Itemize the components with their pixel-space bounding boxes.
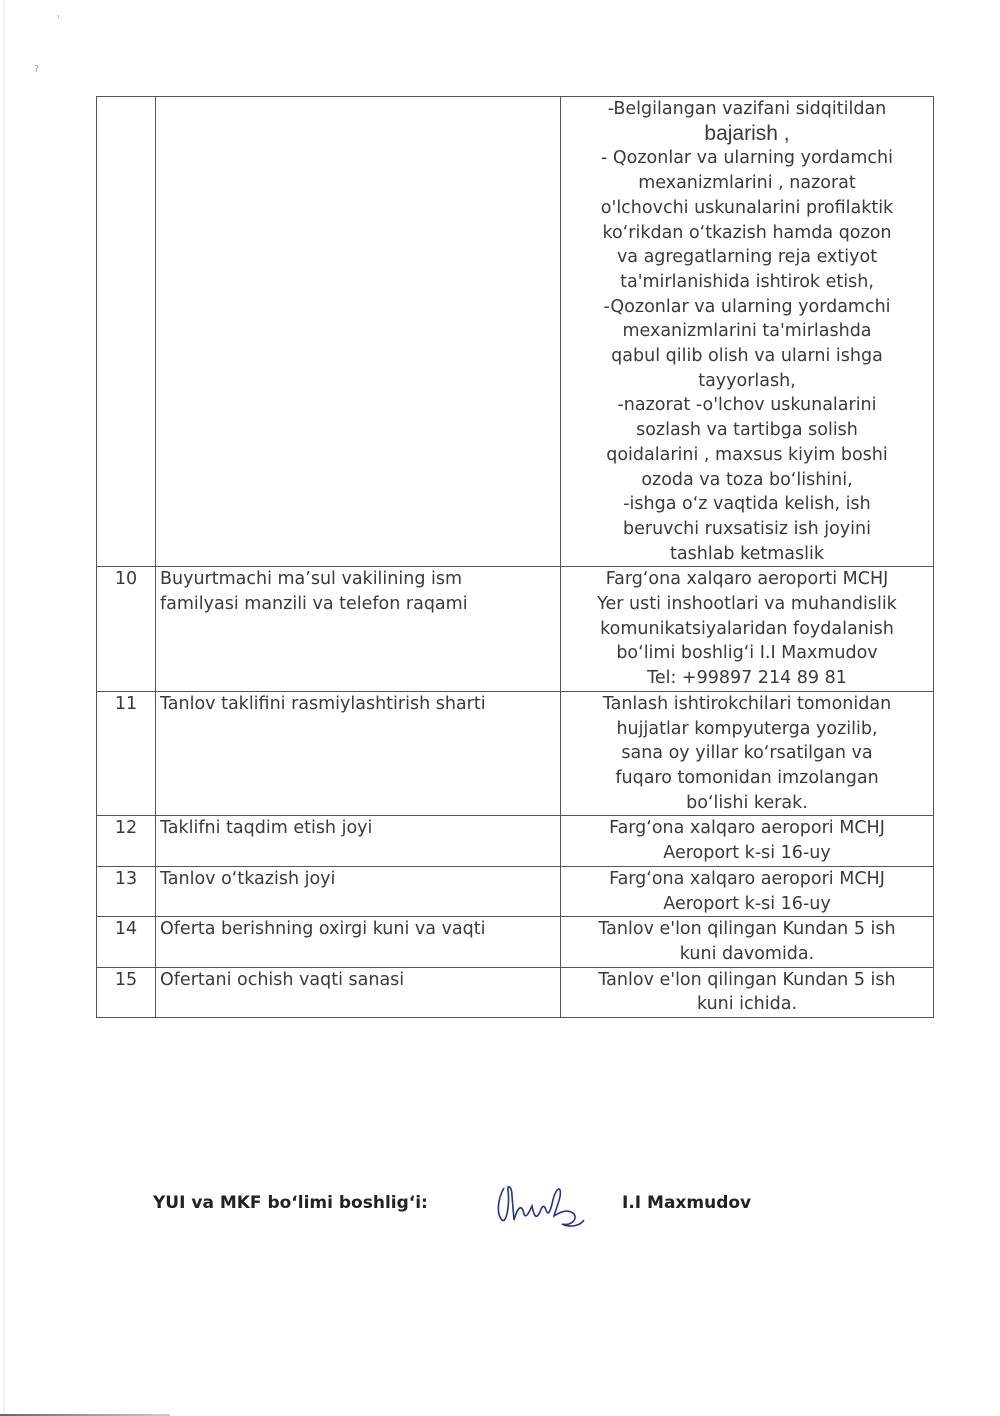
row-label (156, 691, 561, 816)
value-line: -Belgilangan vazifani sidqitildan (607, 99, 887, 119)
label-line: Tanlov taklifini rasmiylashtirish sharti (160, 693, 486, 714)
value-line: -Qozonlar va ularning yordamchi (603, 296, 891, 317)
row-number: 10 (97, 567, 156, 692)
signatory-name: I.I Maxmudov (622, 1193, 752, 1213)
table-row (97, 967, 934, 1017)
row-number: 11 (97, 691, 156, 816)
row-number: 13 (97, 866, 156, 916)
value-line: bajarish , (704, 121, 790, 145)
label-line: Taklifni taqdim etish joyi (160, 818, 373, 839)
row-value (561, 816, 934, 866)
table-row (97, 866, 934, 916)
row-value (561, 97, 934, 567)
table-row (97, 917, 934, 967)
value-line: mexanizmlarini , nazorat (638, 173, 856, 194)
value-line: Farg‘ona xalqaro aeroporti MCHJ (605, 569, 889, 590)
value-line: sana oy yillar ko‘rsatilgan va (621, 743, 873, 764)
row-value (561, 866, 934, 916)
value-line: va agregatlarning reja extiyot (616, 247, 878, 268)
row-value (561, 967, 934, 1017)
value-line: - Qozonlar va ularning yordamchi (600, 148, 893, 169)
row-label (156, 917, 561, 967)
value-line: fuqaro tomonidan imzolangan (615, 767, 879, 788)
label-line: Oferta berishning oxirgi kuni va vaqti (160, 919, 486, 940)
row-number: 12 (97, 816, 156, 866)
value-line: komunikatsiyalaridan foydalanish (600, 618, 894, 639)
label-line: Ofertani ochish vaqti sanasi (160, 969, 405, 990)
value-line: ko‘rikdan o‘tkazish hamda qozon (602, 222, 892, 243)
value-line: tashlab ketmaslik (670, 543, 824, 564)
label-line: Tanlov o‘tkazish joyi (160, 868, 336, 889)
value-line: kuni ichida. (696, 994, 798, 1015)
scan-mark: ' (57, 14, 60, 25)
row-value (561, 917, 934, 967)
value-line: tayyorlash, (698, 370, 796, 391)
scan-mark: ? (34, 64, 40, 75)
row-label (156, 97, 561, 567)
row-value (561, 691, 934, 816)
value-line: Tanlash ishtirokchilari tomonidan (602, 693, 892, 714)
value-line: qoidalarini , maxsus kiyim boshi (606, 444, 888, 465)
value-line: hujjatlar kompyuterga yozilib, (616, 718, 878, 739)
value-line: Aeroport k-si 16-uy (663, 843, 831, 864)
value-line: Farg‘ona xalqaro aeropori MCHJ (609, 868, 885, 889)
row-number (97, 97, 156, 567)
value-line: qabul qilib olish va ularni ishga (611, 346, 883, 367)
value-line: Tanlov e'lon qilingan Kundan 5 ish (598, 919, 896, 940)
value-line: Farg‘ona xalqaro aeropori MCHJ (609, 818, 885, 839)
value-line: kuni davomida. (679, 943, 815, 964)
row-number: 15 (97, 967, 156, 1017)
table-row (97, 691, 934, 816)
value-line: -nazorat -o'lchov uskunalarini (617, 395, 877, 416)
value-line: Tanlov e'lon qilingan Kundan 5 ish (598, 969, 896, 990)
handwritten-signature-icon (490, 1176, 600, 1236)
row-label (156, 866, 561, 916)
value-line: bo‘limi boshlig‘i I.I Maxmudov (616, 643, 878, 664)
scan-edge (3, 0, 5, 1416)
value-line: bo‘lishi kerak. (686, 792, 808, 813)
value-line: ozoda va toza bo‘lishini, (641, 469, 853, 490)
label-line: familyasi manzili va telefon raqami (160, 594, 468, 615)
value-line: -ishga o‘z vaqtida kelish, ish (623, 494, 871, 515)
row-label (156, 816, 561, 866)
table-row (97, 816, 934, 866)
value-line: sozlash va tartibga solish (636, 420, 858, 441)
table-row (97, 567, 934, 692)
row-value (561, 567, 934, 692)
value-line: ta'mirlanishida ishtirok etish, (620, 271, 874, 292)
row-number: 14 (97, 917, 156, 967)
row-label (156, 967, 561, 1017)
label-line: Buyurtmachi ma’sul vakilining ism (160, 569, 463, 590)
value-line: o'lchovchi uskunalarini profilaktik (600, 197, 894, 218)
value-line: mexanizmlarini ta'mirlashda (622, 321, 872, 342)
value-line: beruvchi ruxsatisiz ish joyini (623, 518, 871, 539)
table-row (97, 97, 934, 567)
value-line: Aeroport k-si 16-uy (663, 893, 831, 914)
value-line: Tel: +99897 214 89 81 (647, 668, 847, 689)
value-line: Yer usti inshootlari va muhandislik (597, 594, 897, 615)
row-label (156, 567, 561, 692)
signatory-position: YUI va MKF bo‘limi boshlig‘i: (153, 1193, 428, 1213)
tender-conditions-table (96, 96, 934, 1018)
